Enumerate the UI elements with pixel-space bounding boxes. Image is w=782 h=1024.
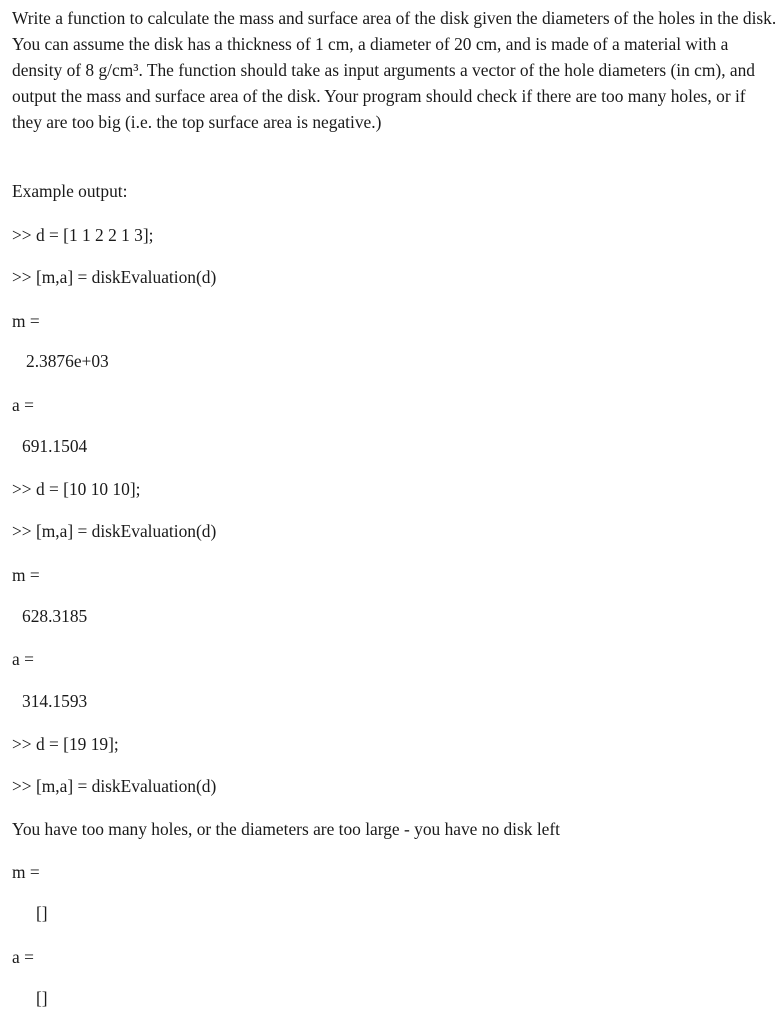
output-value: 2.3876e+03 [26,351,109,371]
command-line: >> [m,a] = diskEvaluation(d) [12,521,217,541]
output-value: 314.1593 [22,691,88,711]
output-label: a = [12,395,34,415]
output-value: [] [36,903,48,923]
output-label: m = [12,565,40,585]
example-heading: Example output: [12,181,128,201]
output-value: 691.1504 [22,436,88,456]
error-message: You have too many holes, or the diameters are too large - you have no disk left [12,819,560,839]
command-line: >> [m,a] = diskEvaluation(d) [12,776,217,796]
output-label: m = [12,862,40,882]
command-line: >> d = [1 1 2 2 1 3]; [12,225,154,245]
output-value: [] [36,988,48,1008]
output-label: a = [12,649,34,669]
output-label: m = [12,311,40,331]
problem-statement: Write a function to calculate the mass and surface area of the disk given the diameters of the holes in the disk. You can assume the disk has a thickness of 1 cm, a diameter of 20 cm, and is made of a material with a density of 8 g/cm³. The function should take as input arguments a vector of the hole diameters (in cm), and output the mass and surface area of the disk. Your program should check if there are too many holes, or if they are too big (i.e. the top surface area is negative.) [12,8,777,132]
command-line: >> [m,a] = diskEvaluation(d) [12,267,217,287]
output-value: 628.3185 [22,606,88,626]
command-line: >> d = [10 10 10]; [12,479,141,499]
command-line: >> d = [19 19]; [12,734,119,754]
output-label: a = [12,947,34,967]
